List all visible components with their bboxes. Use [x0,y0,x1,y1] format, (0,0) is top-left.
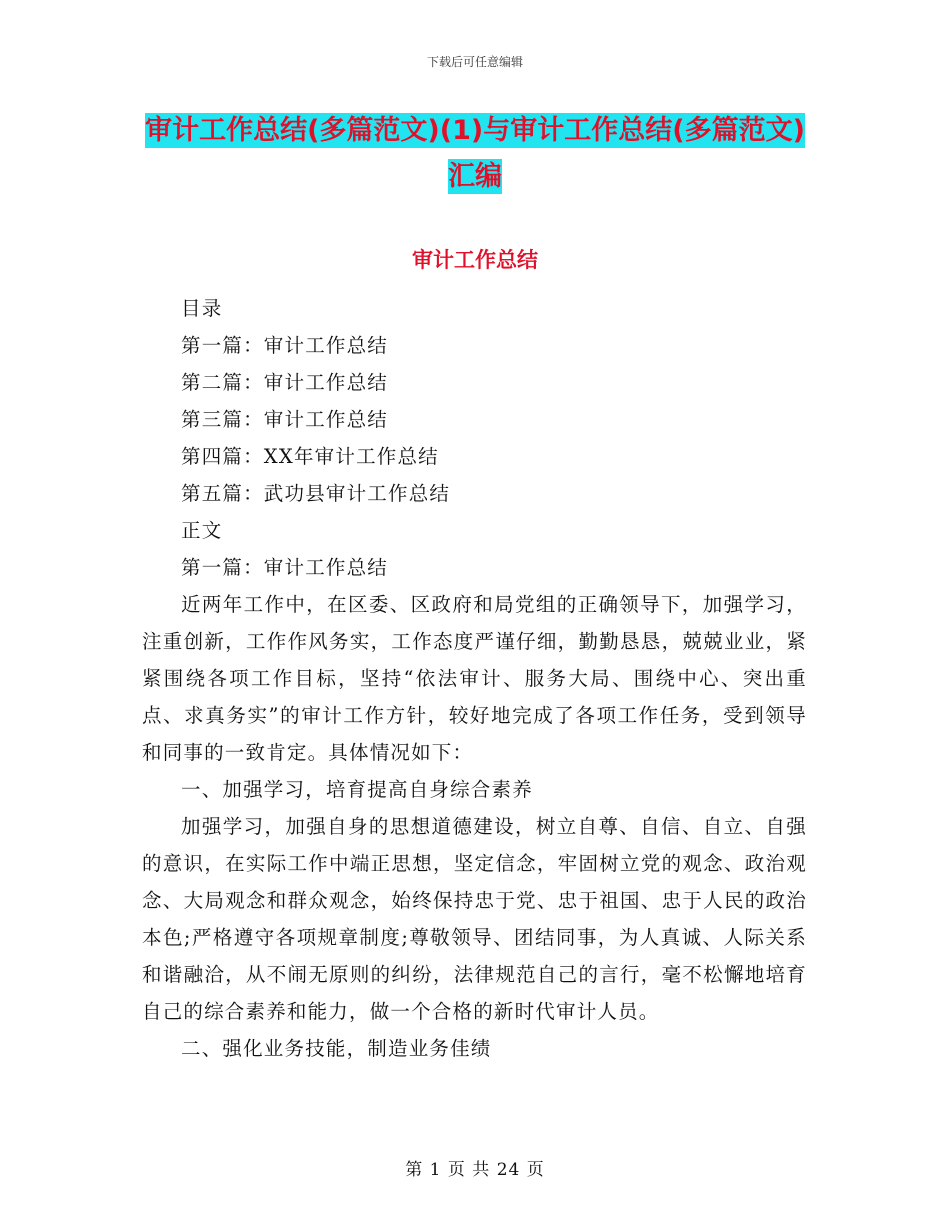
toc-item: 第五篇：武功县审计工作总结 [181,482,451,505]
page-header-note: 下载后可任意编辑 [426,55,523,69]
document-title [140,108,810,200]
toc-item: 第一篇：审计工作总结 [181,334,389,357]
toc-item: 第三篇：审计工作总结 [181,408,389,431]
subsection-heading: 一、加强学习，培育提高自身综合素养 [181,778,533,801]
body-heading: 正文 [181,519,223,542]
subsection-heading: 二、强化业务技能，制造业务佳绩 [181,1037,492,1060]
body-paragraph: 近两年工作中，在区委、区政府和局党组的正确领导下，加强学习，注重创新，工作作风务实，工作态度严谨仔细，勤勤恳恳，兢兢业业，紧紧围绕各项工作目标，坚持“依法审计、服务大局、围绕中心、突出重点、求真务实”的审计工作方针，较好地完成了各项工作任务，受到领导和同事的一致肯定。具体情况如下： [142,593,807,764]
toc-heading: 目录 [181,297,223,320]
toc-item: 第二篇：审计工作总结 [181,371,389,394]
page-number: 第 1 页 共 24 页 [405,1160,545,1180]
toc-item: 第四篇：XX年审计工作总结 [181,445,439,468]
document-title-text: 审计工作总结(多篇范文)(1)与审计工作总结(多篇范文)汇编 [145,115,805,192]
body-paragraph: 加强学习，加强自身的思想道德建设，树立自尊、自信、自立、自强的意识，在实际工作中端正思想，坚定信念，牢固树立党的观念、政治观念、大局观念和群众观念，始终保持忠于党、忠于祖国、忠于人民的政治本色;严格遵守各项规章制度;尊敬领导、团结同事，为人真诚、人际关系和谐融洽，从不闹无原则的纠纷，法律规范自己的言行，毫不松懈地培育自己的综合素养和能力，做一个合格的新时代审计人员。 [142,815,807,1023]
article-title: 第一篇：审计工作总结 [181,556,389,579]
document-body [142,290,807,1067]
section-title: 审计工作总结 [412,248,538,272]
